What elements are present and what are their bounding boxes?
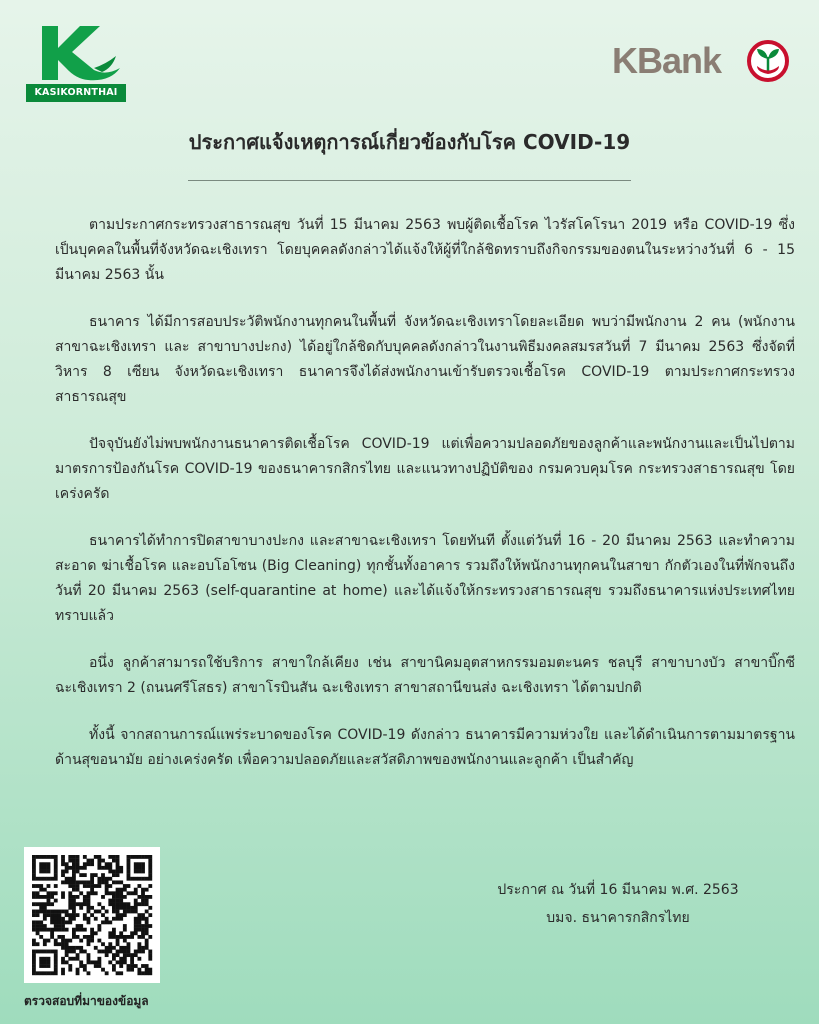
paragraph: ทั้งนี้ จากสถานการณ์แพร่ระบาดของโรค COVID-19 ดังกล่าว ธนาคารมีความห่วงใย และได้ดำเนินการตามมาตรฐานด้านสุขอนามัย อย่างเคร่งครัด เพื่อความปลอดภัยและสวัสดิภาพของพนักงานและลูกค้า เป็นสำคัญ bbox=[55, 727, 795, 768]
qr-code-icon bbox=[24, 847, 160, 983]
kbank-wordmark: KBank bbox=[612, 40, 722, 81]
kasikornthai-logo bbox=[26, 24, 126, 102]
title-divider bbox=[188, 180, 631, 181]
kasikornthai-k-icon bbox=[36, 24, 122, 82]
kasikornthai-wordmark: KASIKORNTHAI bbox=[26, 84, 126, 102]
announcement-date: ประกาศ ณ วันที่ 16 มีนาคม พ.ศ. 2563 bbox=[497, 882, 739, 898]
paragraph: ธนาคารได้ทำการปิดสาขาบางปะกง และสาขาฉะเชิงเทรา โดยทันที ตั้งแต่วันที่ 16 - 20 มีนาคม 2563 และทำความสะอาด ฆ่าเชื้อโรค และอบโอโซน (Big Cleaning) ทุกชั้นทั้งอาคาร รวมถึงให้พนักงานทุกคนในสาขา กักตัวเองในที่พักจนถึงวันที่ 20 มีนาคม 2563 (self-quarantine at home) และได้แจ้งให้กระทรวงสาธารณสุข รวมถึงธนาคารแห่งประเทศไทยทราบแล้ว bbox=[55, 533, 795, 624]
qr-caption: ตรวจสอบที่มาของข้อมูล bbox=[24, 994, 149, 1008]
paragraph: ตามประกาศกระทรวงสาธารณสุข วันที่ 15 มีนาคม 2563 พบผู้ติดเชื้อโรค ไวรัสโคโรนา 2019 หรือ COVID-19 ซึ่งเป็นบุคคลในพื้นที่จังหวัดฉะเชิงเทรา โดยบุคคลดังกล่าวได้แจ้งให้ผู้ที่ใกล้ชิดทราบถึงกิจกรรมของตนในระหว่างวันที่ 6 - 15 มีนาคม 2563 นั้น bbox=[55, 217, 795, 283]
kbank-emblem-icon bbox=[746, 39, 790, 83]
issuer-name: บมจ. ธนาคารกสิกรไทย bbox=[546, 910, 690, 926]
paragraph: อนึ่ง ลูกค้าสามารถใช้บริการ สาขาใกล้เคียง เช่น สาขานิคมอุตสาหกรรมอมตะนคร ชลบุรี สาขาบางบัว สาขาบิ๊กซี ฉะเชิงเทรา 2 (ถนนศรีโสธร) สาขาโรบินสัน ฉะเชิงเทรา สาขาสถานีขนส่ง ฉะเชิงเทรา ได้ตามปกติ bbox=[55, 655, 795, 696]
announcement-body bbox=[55, 213, 795, 795]
qr-code[interactable] bbox=[24, 847, 160, 983]
signature-block bbox=[468, 876, 768, 932]
paragraph: ธนาคาร ได้มีการสอบประวัติพนักงานทุกคนในพื้นที่ จังหวัดฉะเชิงเทราโดยละเอียด พบว่ามีพนักงาน 2 คน (พนักงานสาขาฉะเชิงเทรา และ สาขาบางปะกง) ได้อยู่ใกล้ชิดกับบุคคลดังกล่าวในงานพิธีมงคลสมรสวันที่ 7 มีนาคม 2563 ซึ่งจัดที่วิหาร 8 เซียน จังหวัดฉะเชิงเทรา ธนาคารจึงได้ส่งพนักงานเข้ารับตรวจเชื้อโรค COVID-19 ตามประกาศกระทรวงสาธารณสุข bbox=[55, 314, 795, 405]
paragraph: ปัจจุบันยังไม่พบพนักงานธนาคารติดเชื้อโรค COVID-19 แต่เพื่อความปลอดภัยของลูกค้าและพนักงานและเป็นไปตามมาตรการป้องกันโรค COVID-19 ของธนาคารกสิกรไทย และแนวทางปฏิบัติของ กรมควบคุมโรค กระทรวงสาธารณสุข โดยเคร่งครัด bbox=[55, 436, 795, 502]
kbank-logo bbox=[612, 38, 800, 84]
page-title: ประกาศแจ้งเหตุการณ์เกี่ยวข้องกับโรค COVID-19 bbox=[188, 130, 631, 154]
